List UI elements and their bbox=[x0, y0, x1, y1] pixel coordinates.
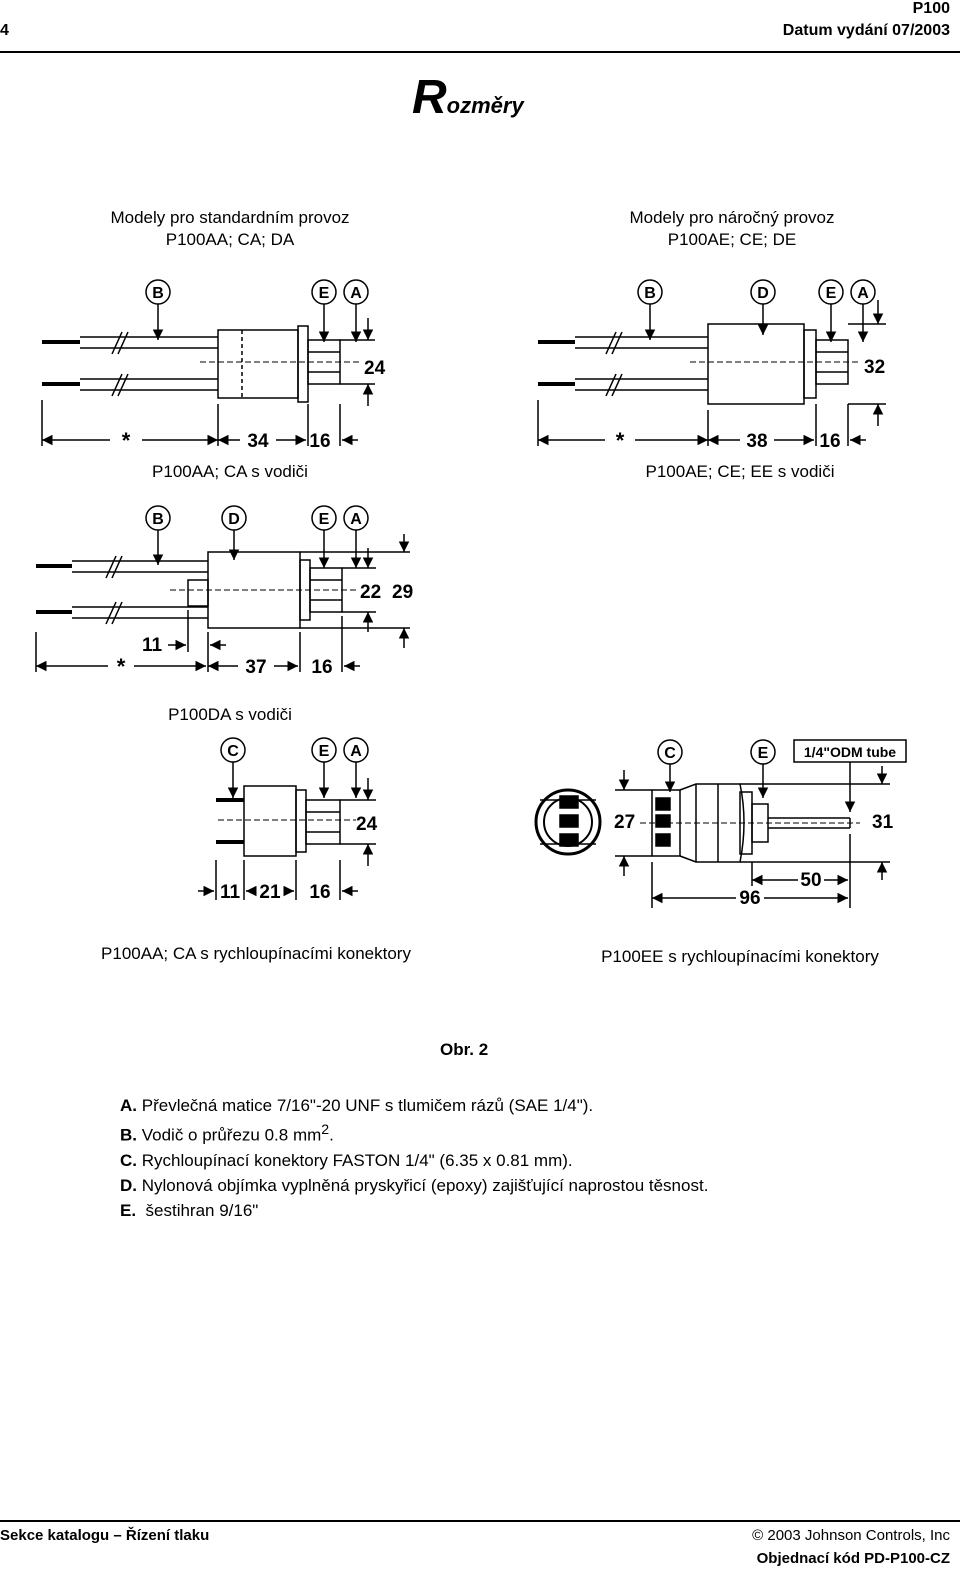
fig4-drawing bbox=[198, 738, 378, 903]
footer-rule bbox=[0, 1520, 960, 1522]
fig4-dim-16: 16 bbox=[309, 882, 331, 903]
section-heading bbox=[412, 70, 524, 125]
legend-key-d: D. bbox=[120, 1175, 137, 1195]
fig3-dim-37: 37 bbox=[245, 657, 267, 678]
fig5-label-e: E bbox=[757, 745, 769, 762]
fig3-drawing bbox=[36, 506, 413, 679]
fig4-label-a: A bbox=[350, 743, 362, 760]
fig4-label-e: E bbox=[318, 743, 330, 760]
fig2-label-d: D bbox=[757, 285, 769, 302]
footer-order-code: Objednací kód PD-P100-CZ bbox=[756, 1550, 950, 1567]
fig3-star: * bbox=[116, 654, 126, 679]
fig4-label-c: C bbox=[227, 743, 239, 760]
legend-item-e bbox=[120, 1198, 708, 1223]
fig5-dim-27: 27 bbox=[614, 812, 636, 833]
fig1-star: * bbox=[121, 428, 131, 453]
legend-item-a bbox=[120, 1093, 708, 1118]
legend-item-b bbox=[120, 1118, 708, 1148]
fig5-label-c: C bbox=[664, 745, 676, 762]
legend-key-e: E. bbox=[120, 1200, 137, 1220]
fig3-dim-11: 11 bbox=[141, 635, 163, 656]
footer-section: Sekce katalogu – Řízení tlaku bbox=[0, 1527, 210, 1544]
fig3-label-a: A bbox=[350, 511, 362, 528]
heading-rest: ozměry bbox=[446, 93, 524, 118]
fig2-caption: P100AE; CE; EE s vodiči bbox=[645, 462, 835, 481]
fig3-caption: P100DA s vodiči bbox=[168, 705, 292, 724]
fig5-dim-50: 50 bbox=[800, 870, 822, 891]
dimension-drawings bbox=[0, 270, 960, 920]
legend bbox=[120, 1093, 708, 1223]
heavy-models-line1: Modely pro náročný provoz bbox=[629, 208, 835, 227]
legend-sup-b: 2 bbox=[321, 1122, 330, 1138]
header-rule bbox=[0, 51, 960, 53]
legend-key-a: A. bbox=[120, 1096, 137, 1115]
fig2-star: * bbox=[615, 428, 625, 453]
legend-key-c: C. bbox=[120, 1150, 137, 1170]
fig5-drawing bbox=[536, 740, 906, 909]
legend-item-c bbox=[120, 1148, 708, 1173]
heavy-models-line2: P100AE; CE; DE bbox=[667, 230, 797, 249]
legend-text-e: šestihran 9/16" bbox=[140, 1200, 259, 1220]
legend-tail-b: . bbox=[329, 1125, 334, 1145]
legend-text-c: Rychloupínací konektory FASTON 1/4" (6.35 x 0.81 mm). bbox=[141, 1150, 573, 1170]
fig1-label-b: B bbox=[152, 285, 164, 302]
fig1-dim-16: 16 bbox=[309, 431, 331, 452]
fig3-label-b: B bbox=[152, 511, 164, 528]
fig4-dim-24: 24 bbox=[356, 814, 378, 835]
fig3-label-e: E bbox=[318, 511, 330, 528]
fig1-drawing bbox=[42, 280, 386, 453]
legend-item-d bbox=[120, 1173, 708, 1198]
fig5-dim-96: 96 bbox=[739, 888, 761, 909]
fig4-dim-11: 11 bbox=[219, 882, 241, 903]
heading-initial: R bbox=[412, 71, 447, 124]
fig2-label-b: B bbox=[644, 285, 656, 302]
fig2-dim-32: 32 bbox=[864, 357, 886, 378]
legend-key-b: B. bbox=[120, 1125, 137, 1145]
fig1-dim-24: 24 bbox=[364, 358, 386, 379]
fig4-caption: P100AA; CA s rychloupínacími konektory bbox=[101, 944, 411, 963]
fig1-dim-34: 34 bbox=[247, 431, 269, 452]
fig5-caption: P100EE s rychloupínacími konektory bbox=[601, 947, 879, 966]
fig2-label-e: E bbox=[825, 285, 837, 302]
legend-text-b: Vodič o průřezu 0.8 mm bbox=[141, 1125, 322, 1145]
legend-text-a: Převlečná matice 7/16"-20 UNF s tlumičem rázů (SAE 1/4"). bbox=[141, 1096, 594, 1115]
figure-label: Obr. 2 bbox=[440, 1040, 489, 1059]
page-number: 4 bbox=[0, 22, 9, 39]
fig4-dim-21: 21 bbox=[259, 882, 281, 903]
fig2-drawing bbox=[538, 280, 886, 453]
fig3-dim-16: 16 bbox=[311, 657, 333, 678]
fig3-label-d: D bbox=[228, 511, 240, 528]
legend-text-d: Nylonová objímka vyplněná pryskyřicí (epoxy) zajišťující naprostou těsnost. bbox=[141, 1175, 709, 1195]
standard-models-caption bbox=[60, 208, 400, 250]
fig5-dim-31: 31 bbox=[872, 812, 894, 833]
fig3-dim-29: 29 bbox=[392, 582, 414, 603]
standard-models-line1: Modely pro standardním provoz bbox=[110, 208, 350, 227]
fig1-label-a: A bbox=[350, 285, 362, 302]
fig2-dim-38: 38 bbox=[746, 431, 768, 452]
footer-copyright: © 2003 Johnson Controls, Inc bbox=[752, 1527, 950, 1544]
fig3-dim-22: 22 bbox=[360, 582, 382, 603]
issue-date: Datum vydání 07/2003 bbox=[782, 22, 950, 39]
fig1-caption: P100AA; CA s vodiči bbox=[152, 462, 308, 481]
heavy-models-caption bbox=[562, 208, 902, 250]
fig2-label-a: A bbox=[857, 285, 869, 302]
standard-models-line2: P100AA; CA; DA bbox=[165, 230, 295, 249]
fig5-tube-label: 1/4"ODM tube bbox=[803, 744, 897, 760]
header-product: P100 bbox=[912, 0, 950, 17]
fig1-label-e: E bbox=[318, 285, 330, 302]
fig2-dim-16: 16 bbox=[819, 431, 841, 452]
